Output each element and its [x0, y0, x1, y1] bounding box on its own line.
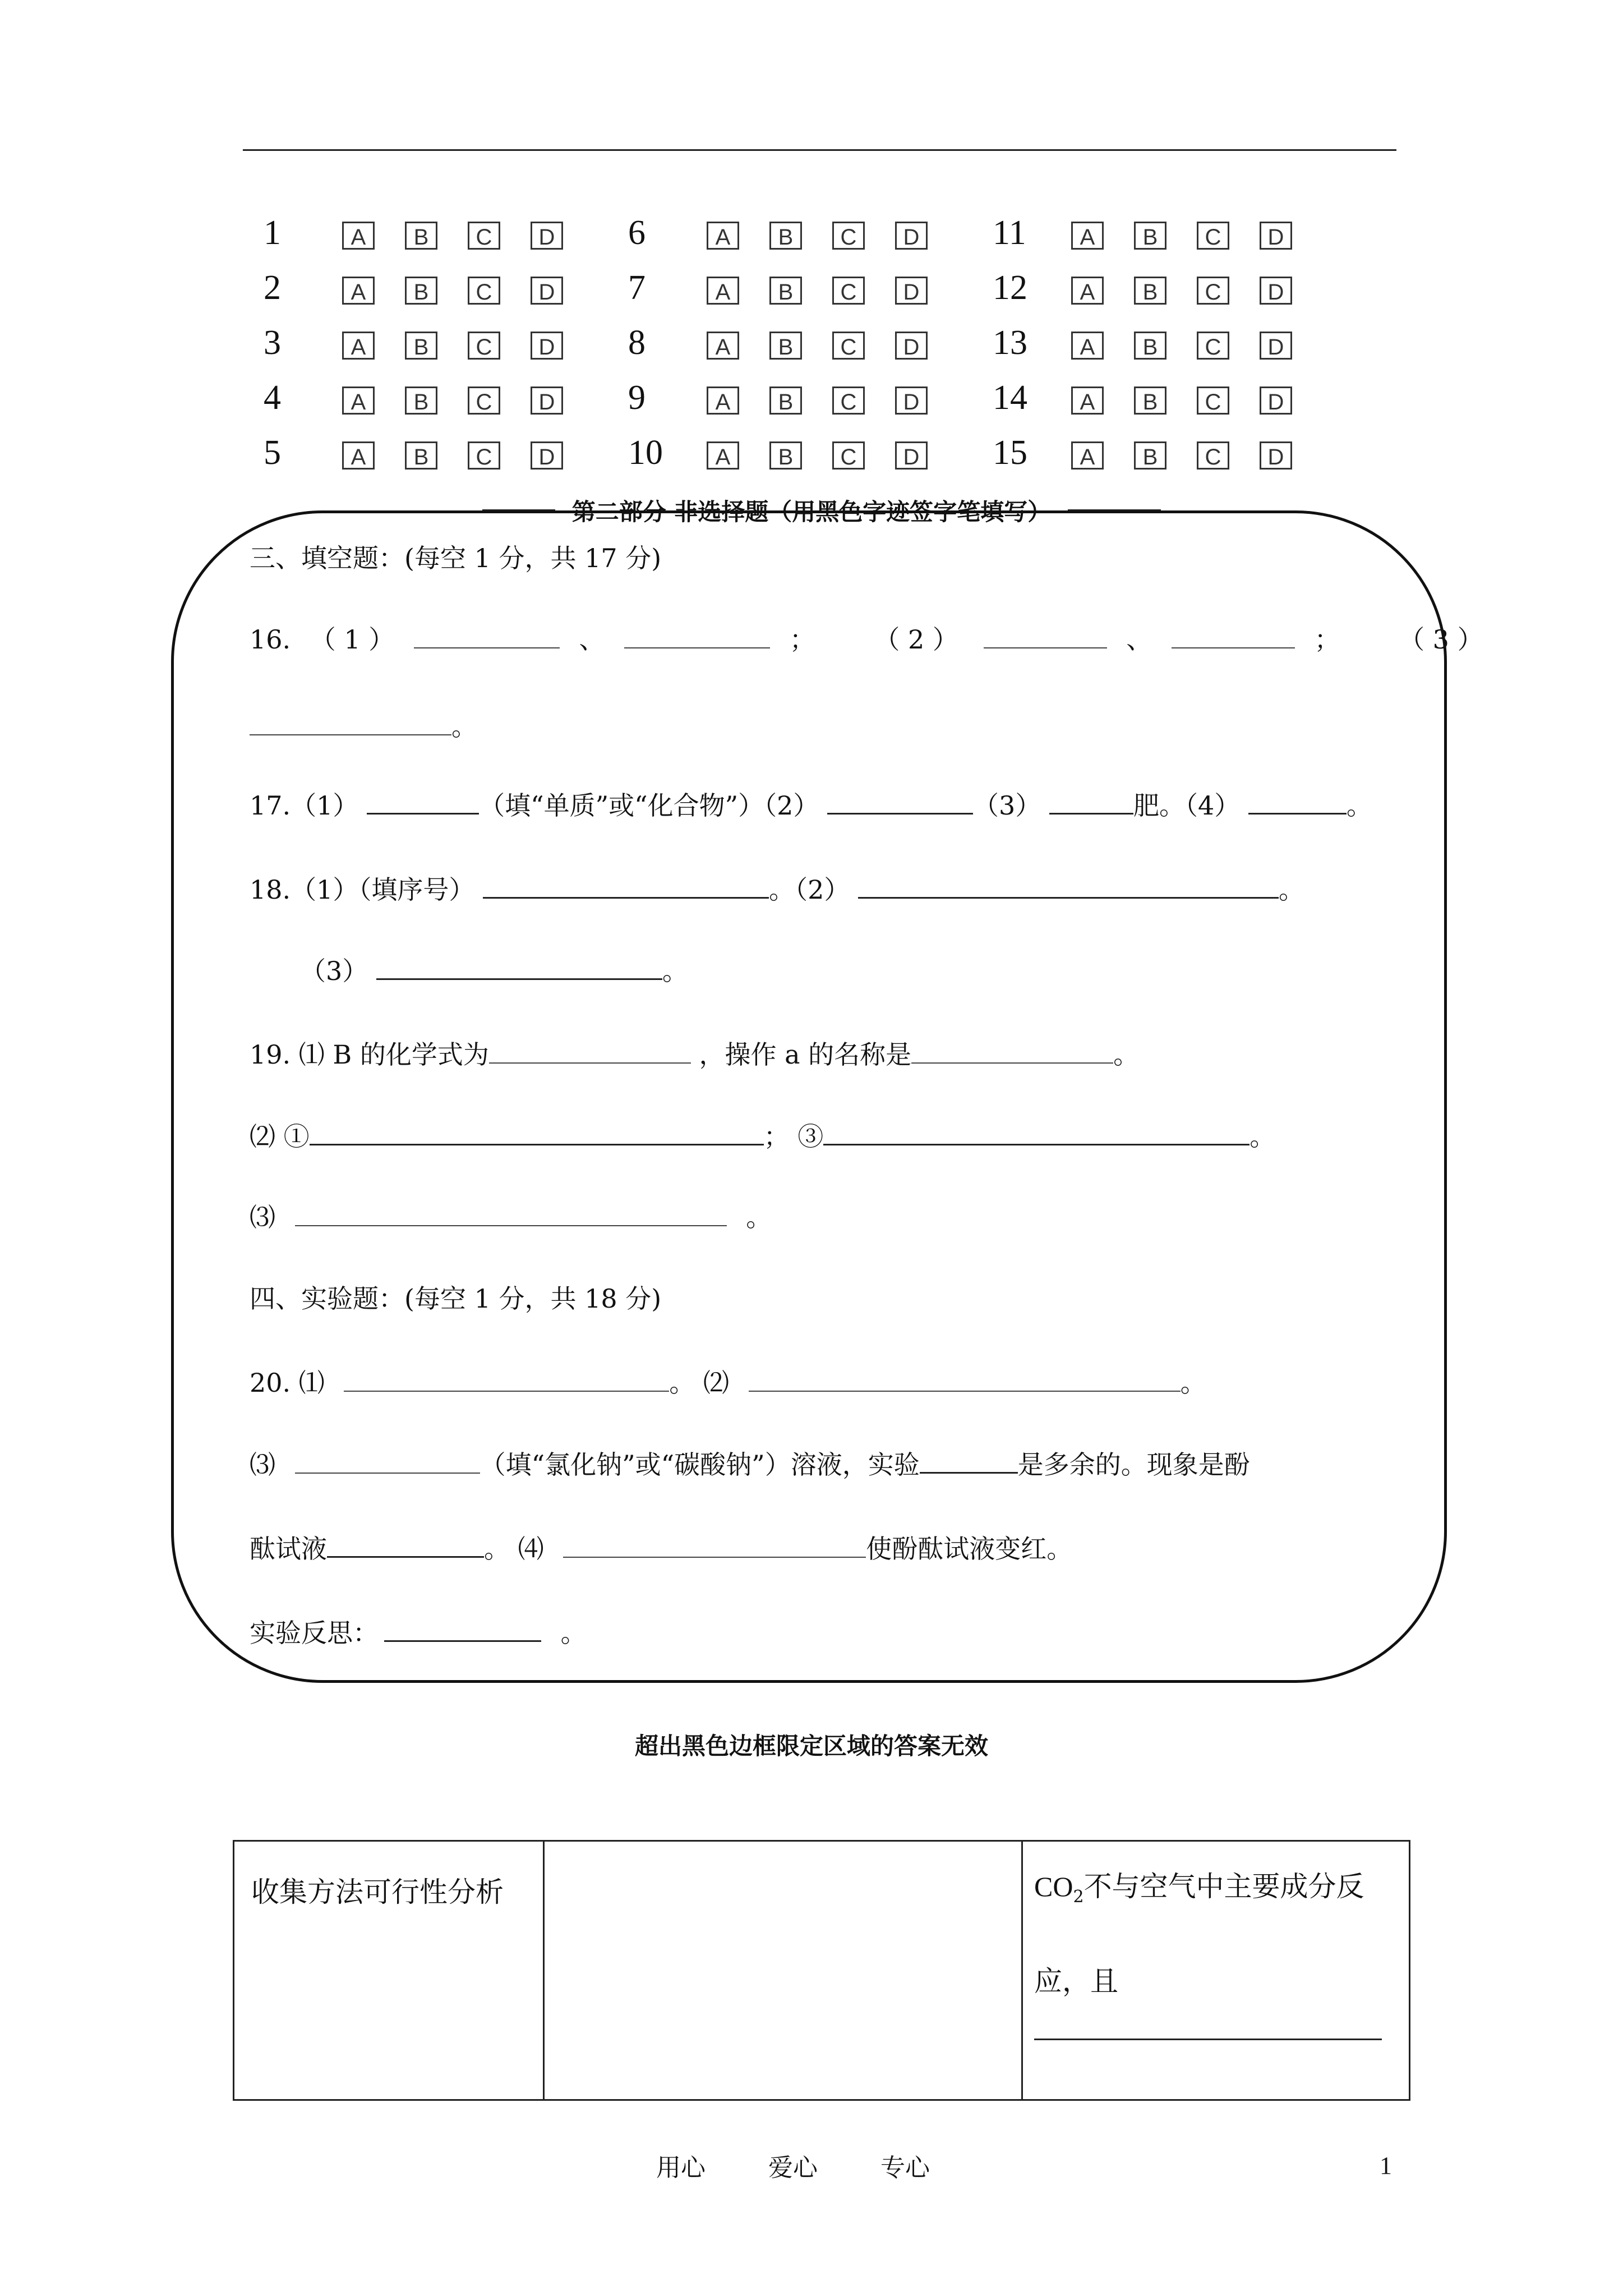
- q16-blank-2b[interactable]: [1172, 623, 1295, 648]
- q19-blank-4[interactable]: [823, 1119, 1249, 1145]
- q20-part1: ⑴: [298, 1368, 325, 1398]
- q16-part3: （ 3 ）: [1399, 624, 1483, 655]
- q17-blank-3[interactable]: [1049, 788, 1133, 815]
- option-box-b[interactable]: B: [1134, 441, 1166, 470]
- q19-mid: ，操作 a 的名称是: [699, 1039, 912, 1070]
- option-box-b[interactable]: B: [769, 332, 802, 360]
- q16-blank-3[interactable]: [250, 710, 451, 735]
- option-box-a[interactable]: A: [342, 332, 375, 360]
- part2-title: 第二部分 非选择题（用黑色字迹签字笔填写）: [555, 498, 1068, 526]
- option-box-a[interactable]: A: [1071, 277, 1104, 305]
- q17-blank-1[interactable]: [367, 788, 479, 815]
- option-box-a[interactable]: A: [707, 277, 739, 305]
- section4-title: 四、实验题：(每空 1 分，共 18 分): [250, 1283, 662, 1314]
- option-box-d[interactable]: D: [895, 441, 928, 470]
- q19-line2: [250, 1119, 1275, 1153]
- q17-part4: （4）: [1184, 790, 1241, 821]
- q20-reflect: [250, 1616, 587, 1650]
- q20-l4c: 使酚酞试液变红。: [866, 1534, 1073, 1564]
- option-box-c[interactable]: C: [468, 277, 500, 305]
- option-box-d[interactable]: D: [895, 332, 928, 360]
- q18-part1: （1）（填序号）: [291, 875, 475, 905]
- q16-part1: （ 1 ）: [310, 624, 395, 655]
- option-box-b[interactable]: B: [1134, 277, 1166, 305]
- option-box-d[interactable]: D: [531, 441, 563, 470]
- q18-blank-3[interactable]: [376, 954, 662, 980]
- option-box-c[interactable]: C: [832, 386, 865, 415]
- option-box-b[interactable]: B: [405, 332, 437, 360]
- q19-end3: 。: [746, 1202, 772, 1232]
- option-box-d[interactable]: D: [531, 332, 563, 360]
- q17-part3: （3）: [973, 790, 1041, 821]
- answer-grid: [264, 210, 1329, 491]
- footer-c: 专心: [880, 2154, 930, 2182]
- option-box-b[interactable]: B: [1134, 222, 1166, 250]
- question-number: 3: [264, 324, 281, 362]
- option-box-d[interactable]: D: [1260, 277, 1292, 305]
- table-right-cell: [1022, 1841, 1410, 2100]
- option-box-c[interactable]: C: [832, 441, 865, 470]
- option-box-c[interactable]: C: [1197, 332, 1229, 360]
- q17-hint1: （填“单质”或“化合物”）: [479, 790, 764, 821]
- q17-end: 。: [1346, 790, 1372, 821]
- option-box-d[interactable]: D: [895, 222, 928, 250]
- option-box-c[interactable]: C: [1197, 222, 1229, 250]
- q16-semi1: ；: [789, 624, 815, 655]
- question-number: 9: [628, 379, 645, 417]
- invalid-note: 超出黑色边框限定区域的答案无效: [634, 1732, 988, 1760]
- option-box-a[interactable]: A: [707, 386, 739, 415]
- question-number: 4: [264, 379, 281, 417]
- option-box-d[interactable]: D: [895, 277, 928, 305]
- q19-end: 。: [1113, 1039, 1140, 1070]
- option-box-b[interactable]: B: [405, 222, 437, 250]
- option-box-c[interactable]: C: [832, 222, 865, 250]
- question-number: 1: [264, 214, 281, 252]
- q20-end: 。: [1180, 1368, 1206, 1398]
- table-middle-cell[interactable]: [544, 1841, 1022, 2100]
- q17-part1: （1）: [291, 790, 359, 821]
- q16-end: 。: [451, 711, 477, 742]
- footer-a: 用心: [656, 2154, 706, 2182]
- q20-hint3: （填“氯化钠”或“碳酸钠”）溶液，实验: [479, 1450, 920, 1480]
- option-box-a[interactable]: A: [342, 386, 375, 415]
- page-number: 1: [1380, 2152, 1392, 2179]
- option-box-c[interactable]: C: [832, 277, 865, 305]
- option-box-a[interactable]: A: [1071, 441, 1104, 470]
- option-box-a[interactable]: A: [1071, 386, 1104, 415]
- option-box-d[interactable]: D: [531, 277, 563, 305]
- co2-prefix: CO: [1034, 1871, 1073, 1902]
- option-box-a[interactable]: A: [707, 222, 739, 250]
- q16-line1: [250, 623, 1483, 656]
- q19-part1: ⑴ B 的化学式为: [298, 1039, 489, 1070]
- q17-blank-4[interactable]: [1248, 788, 1347, 815]
- option-box-b[interactable]: B: [1134, 386, 1166, 415]
- option-box-a[interactable]: A: [342, 441, 375, 470]
- q16-blank-1a[interactable]: [414, 623, 560, 648]
- option-box-c[interactable]: C: [1197, 386, 1229, 415]
- q20-reflect-end: 。: [560, 1618, 587, 1648]
- q18-mid: 。（2）: [769, 875, 850, 905]
- q18-number: 18.: [250, 875, 291, 905]
- option-box-c[interactable]: C: [468, 441, 500, 470]
- q16-sep1: 、: [579, 624, 605, 655]
- option-box-b[interactable]: B: [405, 441, 437, 470]
- q19-line1: [250, 1038, 1139, 1071]
- option-box-b[interactable]: B: [769, 441, 802, 470]
- q18-line2: [300, 954, 688, 988]
- q16-semi2: ；: [1314, 624, 1340, 655]
- q20-tail3: 是多余的。现象是酚: [1017, 1450, 1250, 1480]
- option-box-b[interactable]: B: [769, 386, 802, 415]
- q20-line2: [250, 1447, 1250, 1481]
- q18-blank-2[interactable]: [858, 872, 1279, 899]
- q16-blank-1b[interactable]: [624, 623, 770, 648]
- q16-sep2: 、: [1126, 624, 1152, 655]
- q18-blank-1[interactable]: [483, 872, 769, 899]
- option-box-d[interactable]: D: [1260, 222, 1292, 250]
- option-box-d[interactable]: D: [1260, 386, 1292, 415]
- option-box-c[interactable]: C: [468, 332, 500, 360]
- option-box-a[interactable]: A: [342, 277, 375, 305]
- q20-l4b: 。 ⑷: [484, 1534, 544, 1564]
- q17-number: 17.: [250, 790, 291, 821]
- q18-line1: [250, 872, 1304, 907]
- option-box-c[interactable]: C: [1197, 441, 1229, 470]
- top-rule: [243, 149, 1396, 151]
- q19-end2: 。: [1249, 1121, 1276, 1152]
- co2-subscript: 2: [1073, 1887, 1084, 1907]
- question-number: 6: [628, 214, 645, 252]
- table-label-cell: [234, 1841, 544, 2100]
- question-number: 7: [628, 269, 645, 307]
- q20-line1: [250, 1366, 1206, 1400]
- option-box-d[interactable]: D: [531, 386, 563, 415]
- question-number: 5: [264, 434, 281, 472]
- q20-mid: 。 ⑵: [669, 1368, 730, 1398]
- option-box-b[interactable]: B: [405, 386, 437, 415]
- q16-number: 16.: [250, 624, 291, 655]
- option-box-b[interactable]: B: [1134, 332, 1166, 360]
- q16-blank-2a[interactable]: [984, 623, 1107, 648]
- q19-number: 19.: [250, 1039, 291, 1070]
- option-box-b[interactable]: B: [405, 277, 437, 305]
- option-box-a[interactable]: A: [1071, 222, 1104, 250]
- question-number: 12: [993, 269, 1027, 307]
- question-number: 14: [993, 379, 1027, 417]
- q17-line: [250, 788, 1372, 822]
- table-right-text1: 不与空气中主要成分反: [1083, 1870, 1364, 1903]
- q20-blank-5[interactable]: [327, 1531, 484, 1558]
- table-right-line1: [1034, 1864, 1398, 1920]
- option-box-a[interactable]: A: [342, 222, 375, 250]
- q17-blank-2[interactable]: [827, 788, 973, 815]
- question-number: 11: [993, 214, 1026, 252]
- q20-blank-6[interactable]: [563, 1532, 866, 1558]
- footer-b: 爱心: [768, 2154, 818, 2182]
- option-box-c[interactable]: C: [468, 386, 500, 415]
- q16-part2: （ 2 ）: [874, 624, 958, 655]
- q20-l4a: 酞试液: [250, 1534, 327, 1564]
- option-box-b[interactable]: B: [769, 222, 802, 250]
- q20-blank-7[interactable]: [384, 1616, 541, 1642]
- q20-blank-3[interactable]: [295, 1448, 480, 1474]
- section3-title: 三、填空题：(每空 1 分，共 17 分): [250, 543, 662, 573]
- q20-line3: [250, 1531, 1072, 1566]
- q19-blank-3[interactable]: [310, 1119, 764, 1145]
- option-box-c[interactable]: C: [468, 222, 500, 250]
- q20-part3: ⑶: [250, 1450, 275, 1480]
- option-box-d[interactable]: D: [531, 222, 563, 250]
- q16-line2: [250, 710, 477, 743]
- q20-reflect-label: 实验反思：: [250, 1618, 379, 1648]
- table-label: 收集方法可行性分析: [251, 1876, 504, 1908]
- q19-line3: [250, 1200, 772, 1234]
- q19-part2: ⑵ ①: [250, 1121, 310, 1152]
- q18-part3: （3）: [300, 956, 368, 986]
- option-box-a[interactable]: A: [1071, 332, 1104, 360]
- q17-fei: 肥。: [1133, 790, 1185, 821]
- q17-part2: （2）: [764, 790, 819, 821]
- q20-blank-2[interactable]: [749, 1366, 1181, 1392]
- option-box-a[interactable]: A: [707, 441, 739, 470]
- option-box-c[interactable]: C: [1197, 277, 1229, 305]
- q19-blank-5[interactable]: [295, 1200, 727, 1226]
- option-box-a[interactable]: A: [707, 332, 739, 360]
- question-number: 10: [628, 434, 663, 472]
- q19-blank-2[interactable]: [911, 1038, 1113, 1064]
- question-number: 15: [993, 434, 1027, 472]
- q19-blank-1[interactable]: [489, 1038, 691, 1064]
- table-right-text2: 应，且: [1034, 1965, 1118, 1998]
- q18-end3: 。: [662, 956, 688, 986]
- option-box-d[interactable]: D: [1260, 441, 1292, 470]
- question-number: 2: [264, 269, 281, 307]
- q20-number: 20.: [250, 1368, 291, 1398]
- bottom-table: [233, 1840, 1410, 2101]
- q19-semi: ； ③: [763, 1121, 824, 1152]
- answer-frame: [171, 510, 1447, 1683]
- table-right-blank[interactable]: [1034, 2037, 1382, 2040]
- option-box-b[interactable]: B: [769, 277, 802, 305]
- q20-blank-4[interactable]: [920, 1447, 1018, 1474]
- q20-blank-1[interactable]: [344, 1366, 669, 1392]
- option-box-c[interactable]: C: [832, 332, 865, 360]
- question-number: 8: [628, 324, 645, 362]
- q18-end: 。: [1278, 875, 1304, 905]
- option-box-d[interactable]: D: [1260, 332, 1292, 360]
- q19-part3: ⑶: [250, 1202, 275, 1232]
- option-box-d[interactable]: D: [895, 386, 928, 415]
- question-number: 13: [993, 324, 1027, 362]
